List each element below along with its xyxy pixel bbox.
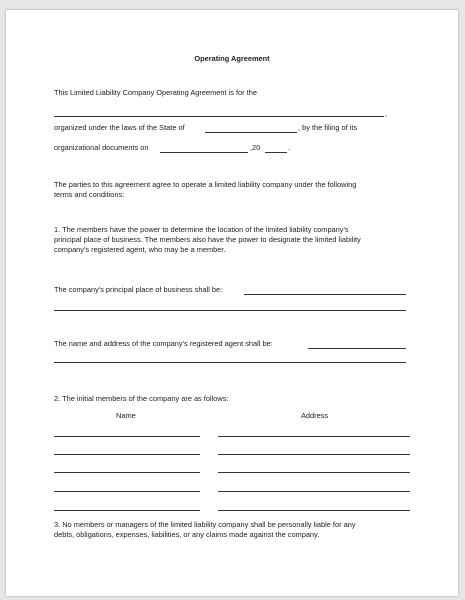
member-address-blank-3[interactable] xyxy=(218,472,410,473)
member-address-blank-4[interactable] xyxy=(218,491,410,492)
year-blank[interactable] xyxy=(265,152,287,153)
document-page xyxy=(6,10,458,596)
document-title: Operating Agreement xyxy=(194,54,270,63)
company-name-blank[interactable] xyxy=(54,116,384,117)
section-3-line-1: 3. No members or managers of the limited liability company shall be personally liable for any xyxy=(54,520,356,529)
section-1-line-1: 1. The members have the power to determine the location of the limited liability company's xyxy=(54,225,349,234)
member-address-blank-2[interactable] xyxy=(218,454,410,455)
section-3-line-2: debts, obligations, expenses, liabilities, or any claims made against the company. xyxy=(54,530,320,539)
parties-line-1: The parties to this agreement agree to operate a limited liability company under the following xyxy=(54,180,357,189)
org-docs-label: organizational documents on xyxy=(54,143,149,152)
year-prefix: ,20 xyxy=(250,143,261,152)
date-blank[interactable] xyxy=(160,152,248,153)
registered-agent-blank-2[interactable] xyxy=(54,362,406,363)
member-name-blank-3[interactable] xyxy=(54,472,200,473)
section-1-line-2: principal place of business. The members also have the power to designate the limited liability xyxy=(54,235,361,244)
section-2-line: 2. The initial members of the company are as follows: xyxy=(54,394,229,403)
parties-line-2: terms and conditions: xyxy=(54,190,125,199)
member-name-blank-1[interactable] xyxy=(54,436,200,437)
registered-agent-blank-1[interactable] xyxy=(308,348,406,349)
column-header-name: Name xyxy=(116,411,136,420)
date-period: . xyxy=(288,143,291,152)
intro-line: This Limited Liability Company Operating Agreement is for the xyxy=(54,88,257,97)
member-address-blank-1[interactable] xyxy=(218,436,410,437)
principal-place-blank-2[interactable] xyxy=(54,310,406,311)
state-blank[interactable] xyxy=(205,132,297,133)
member-address-blank-5[interactable] xyxy=(218,510,410,511)
by-filing-label: , by the filing of its xyxy=(298,123,358,132)
intro-comma: , xyxy=(385,109,388,118)
member-name-blank-2[interactable] xyxy=(54,454,200,455)
registered-agent-label: The name and address of the company's registered agent shall be: xyxy=(54,339,273,348)
principal-place-label: The company's principal place of business shall be: xyxy=(54,285,223,294)
section-1-line-3: company's registered agent, who may be a member. xyxy=(54,245,226,254)
organized-under-label: organized under the laws of the State of xyxy=(54,123,185,132)
member-name-blank-4[interactable] xyxy=(54,491,200,492)
principal-place-blank-1[interactable] xyxy=(244,294,406,295)
column-header-address: Address xyxy=(301,411,329,420)
member-name-blank-5[interactable] xyxy=(54,510,200,511)
